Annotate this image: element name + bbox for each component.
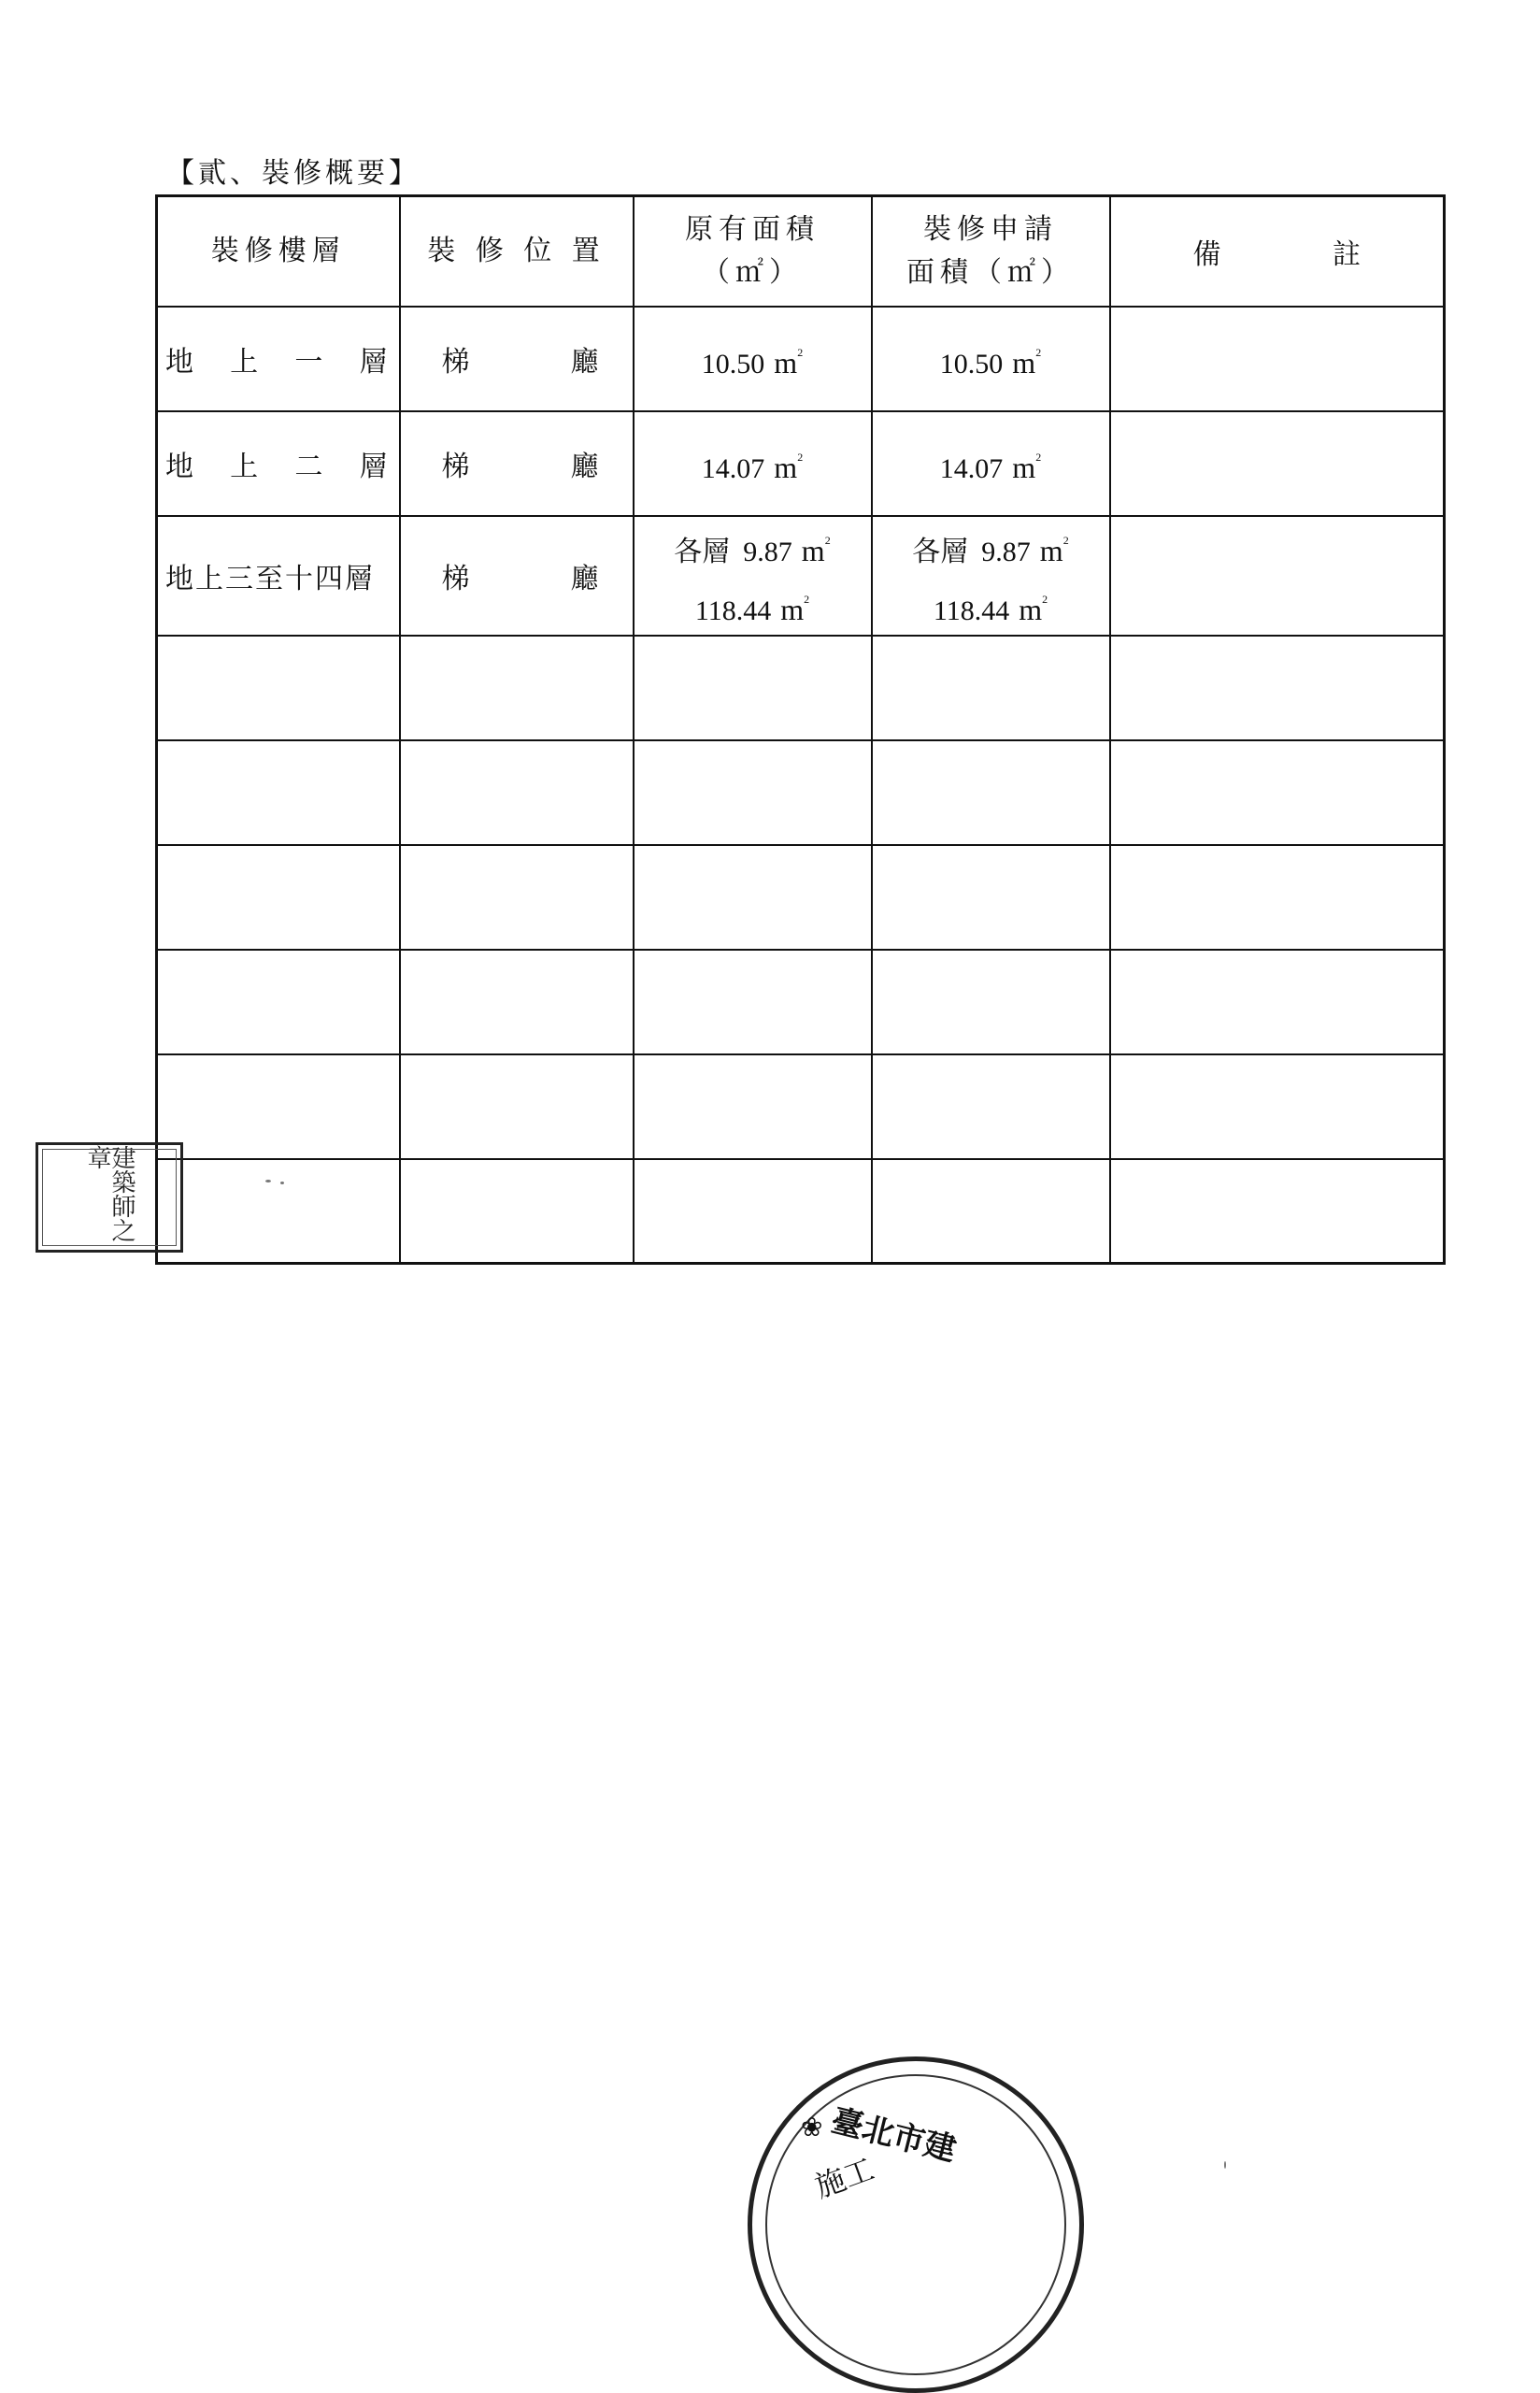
stamp-text: 建築師之章: [83, 1145, 135, 1242]
header-note: [1110, 196, 1445, 307]
location-cell: [400, 516, 634, 636]
floor-cell: [157, 307, 400, 411]
area-value: 14.07: [939, 453, 1004, 484]
location-char: 梯: [441, 450, 470, 483]
header-apply-area-line1: 裝修申請: [923, 212, 1058, 246]
apply-area-cell: [872, 516, 1110, 636]
area-unit: $m^2$: [780, 592, 810, 626]
location-char: 梯: [441, 345, 470, 379]
area-unit: $m^2$: [801, 533, 831, 567]
table-row: [157, 411, 1445, 516]
floor-char: 地: [165, 450, 193, 483]
renovation-summary-table: [155, 194, 1446, 1265]
location-cell: [400, 307, 634, 411]
per-floor-line: [642, 517, 863, 576]
area-unit: $m^2$: [1039, 533, 1069, 567]
header-original-area-line2: （㎡）: [702, 255, 803, 289]
header-apply-area-line2: 面積（㎡）: [906, 255, 1075, 289]
floor-cell: [157, 411, 400, 516]
area-value: 14.07: [701, 453, 765, 484]
architect-stamp: [36, 1142, 183, 1253]
area-unit: $m^2$: [1019, 592, 1048, 626]
area-value: 118.44: [694, 595, 772, 626]
seal-text: 臺北市建: [827, 2101, 961, 2170]
area-value: 9.87: [981, 536, 1031, 567]
scan-speck: [265, 1180, 271, 1182]
area-value: 9.87: [743, 536, 792, 567]
location-char: 梯: [441, 562, 470, 595]
scan-speck: [280, 1182, 284, 1184]
note-cell: [1110, 516, 1445, 636]
area-unit: $m^2$: [774, 451, 804, 484]
floor-char: 上: [230, 450, 259, 483]
city-seal: [748, 2056, 1084, 2393]
empty-table-row: [157, 636, 1445, 740]
area-value: 10.50: [939, 349, 1004, 380]
original-area-cell: [634, 411, 872, 516]
note-cell: [1110, 307, 1445, 411]
header-floor: 裝修樓層: [157, 196, 400, 307]
floor-char: 層: [359, 450, 388, 483]
empty-table-row: [157, 950, 1445, 1054]
seal-inner-text: 施工: [810, 2151, 879, 2205]
empty-table-row: [157, 1159, 1445, 1264]
area-unit: $m^2$: [774, 346, 804, 380]
total-line: [880, 576, 1102, 635]
area-unit: $m^2$: [1012, 451, 1042, 484]
header-note-a: 備: [1192, 237, 1221, 271]
per-floor-line: [880, 517, 1102, 576]
header-apply-area: [872, 196, 1110, 307]
floor-char: 上: [230, 345, 259, 379]
original-area-cell: [634, 307, 872, 411]
floor-cell: 地上三至十四層: [157, 516, 400, 636]
location-char: 廳: [570, 562, 599, 595]
area-unit: $m^2$: [1012, 346, 1042, 380]
floor-char: 二: [294, 450, 323, 483]
table-row: [157, 307, 1445, 411]
total-line: [642, 576, 863, 635]
header-original-area: [634, 196, 872, 307]
location-char: 廳: [570, 450, 599, 483]
floor-char: 地: [165, 345, 193, 379]
floor-char: 層: [359, 345, 388, 379]
area-value: 10.50: [701, 349, 765, 380]
header-original-area-line1: 原有面積: [685, 212, 820, 246]
section-title: 【貳、裝修概要】: [166, 157, 421, 190]
header-note-b: 註: [1333, 237, 1361, 271]
per-floor-label: 各層: [674, 535, 731, 568]
original-area-cell: [634, 516, 872, 636]
location-char: 廳: [570, 345, 599, 379]
plum-blossom-icon: ❀: [801, 2112, 823, 2142]
table-row: [157, 516, 1445, 636]
header-location: 裝 修 位 置: [400, 196, 634, 307]
apply-area-cell: [872, 307, 1110, 411]
note-cell: [1110, 411, 1445, 516]
apply-area-cell: [872, 411, 1110, 516]
location-cell: [400, 411, 634, 516]
per-floor-label: 各層: [912, 535, 969, 568]
table-header-row: [157, 196, 1445, 307]
floor-char: 一: [294, 345, 323, 379]
empty-table-row: [157, 845, 1445, 950]
empty-table-row: [157, 740, 1445, 845]
empty-table-row: [157, 1054, 1445, 1159]
scan-speck: [1224, 2161, 1226, 2169]
area-value: 118.44: [933, 595, 1010, 626]
